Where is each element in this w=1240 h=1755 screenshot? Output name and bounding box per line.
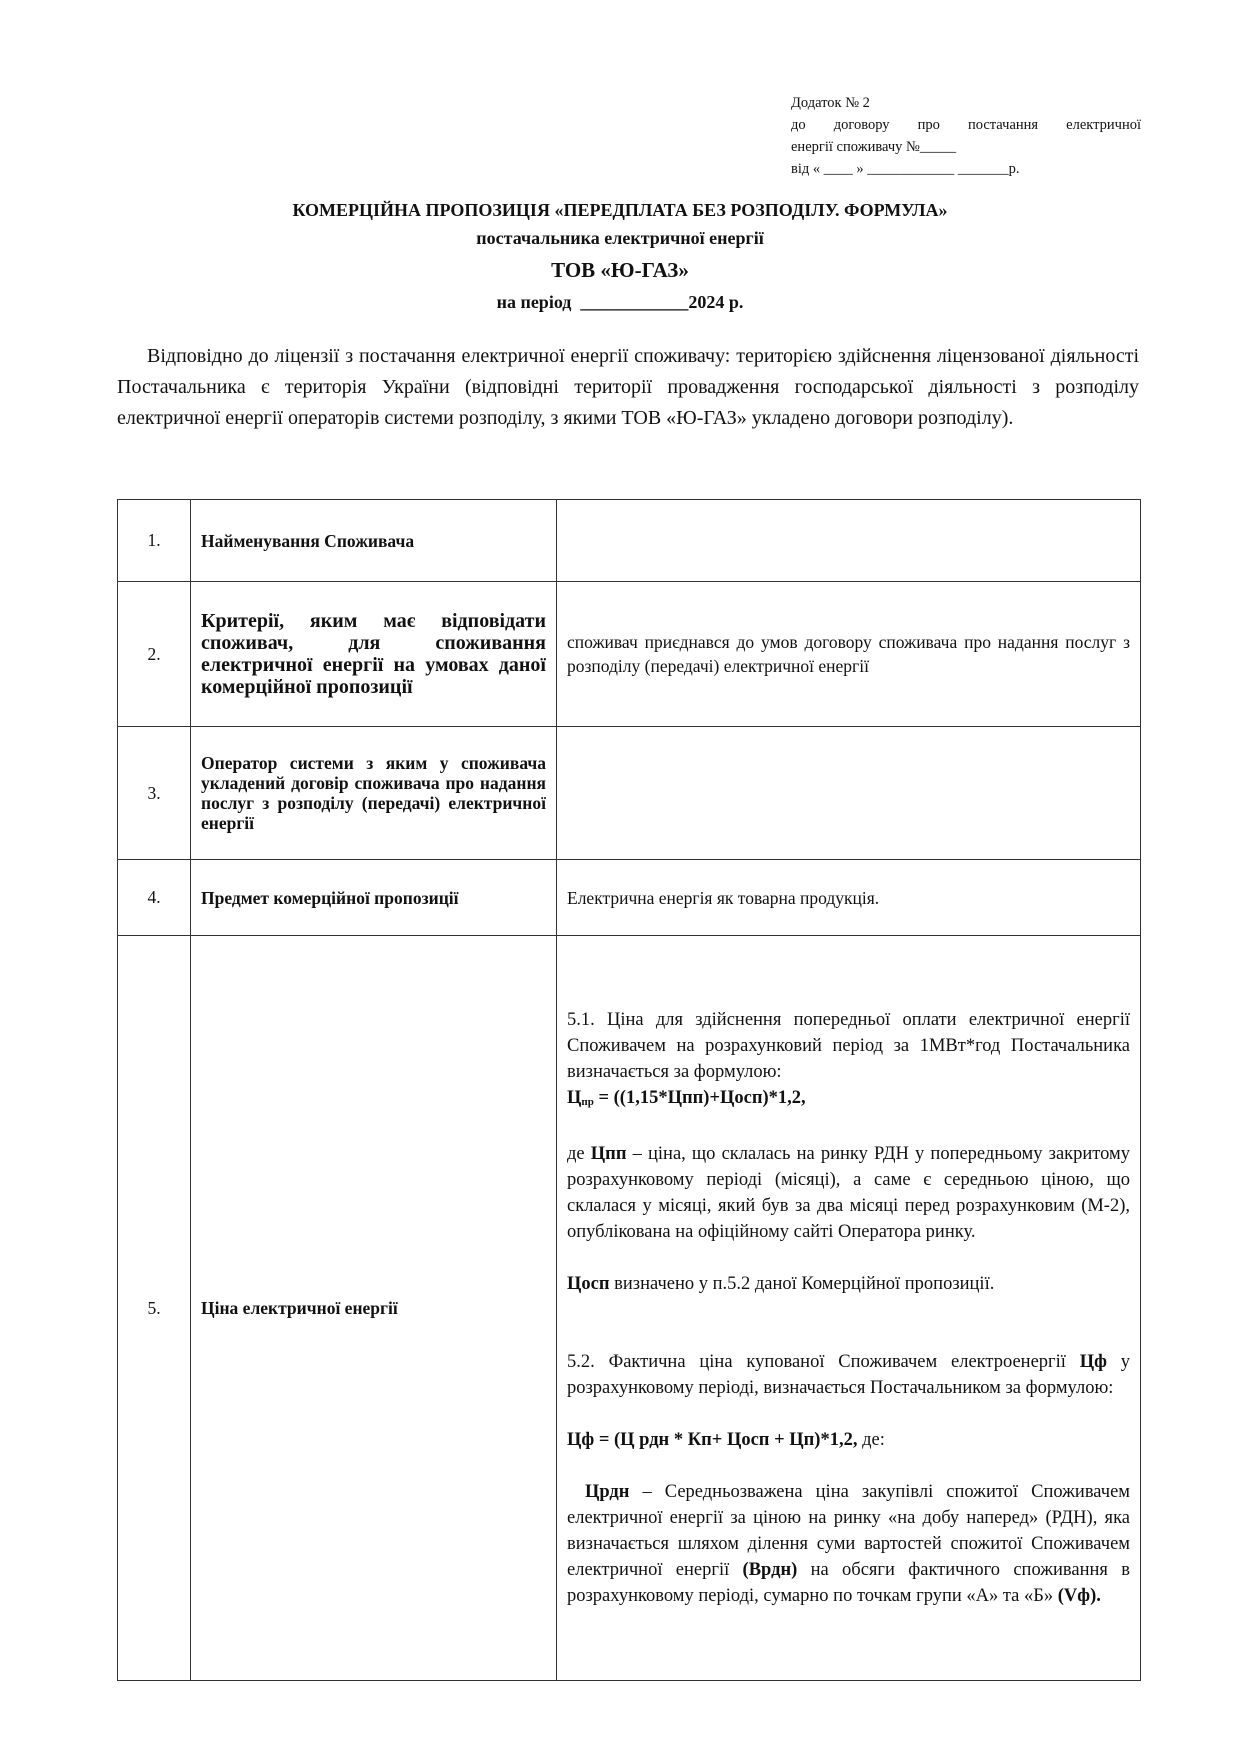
row-number: 5.	[118, 936, 191, 1681]
row-value	[557, 936, 1141, 1681]
formula-subscript: пр	[581, 1096, 594, 1108]
table-row-3	[118, 727, 1141, 860]
row-label: Критерії, яким має відповідати споживач, для споживання електричної енергії на умовах даної комерційної пропозиції	[191, 582, 557, 727]
row-number: 1.	[118, 500, 191, 582]
actual-price-formula: Цф = (Ц рдн * Кп+ Цосп + Цп)*1,2, де:	[567, 1430, 885, 1450]
annex-line-2: до договору про постачання електричної	[791, 117, 1141, 133]
price-prepay-paragraph: 5.1. Ціна для здійснення попередньої оплати електричної енергії Споживачем на розрахунковий період за 1МВт*год Постачальника визначається за формулою:	[567, 1010, 1130, 1082]
annex-block	[791, 92, 1141, 180]
cosp-reference: Цосп визначено у п.5.2 даної Комерційної пропозиції.	[567, 1274, 995, 1294]
row-label: Оператор системи з яким у споживача укладений договір споживача про надання послуг з розподілу (передачі) електричної енергії	[191, 727, 557, 860]
row-label: Найменування Споживача	[191, 500, 557, 582]
row-value: Електрична енергія як товарна продукція.	[557, 860, 1141, 936]
crdn-definition: Црдн – Середньозважена ціна закупівлі спожитої Споживачем електричної енергії за ціною на ринку «на добу наперед» (РДН), яка визначається шляхом ділення суми вартостей спожитої Споживачем електричної енергії (Врдн) на обсяги фактичного споживання в розрахунковому періоді, сумарно по точкам групи «А» та «Б» (Vф).	[567, 1482, 1130, 1606]
document-title: КОМЕРЦІЙНА ПРОПОЗИЦІЯ «ПЕРЕДПЛАТА БЕЗ РОЗПОДІЛУ. ФОРМУЛА»	[292, 200, 948, 220]
annex-line-4: від « ____ » ____________ _______р.	[791, 161, 1020, 177]
table-row-2	[118, 582, 1141, 727]
proposal-table	[117, 499, 1141, 1681]
intro-paragraph: Відповідно до ліцензії з постачання електричної енергії споживачу: територією здійснення ліцензованої діяльності Постачальника є територія України (відповідні території провадження господарської діяльності з розподілу електричної енергії операторів системи розподілу, з якими ТОВ «Ю-ГАЗ» укладено договори розподілу).	[117, 345, 1139, 429]
row-number: 2.	[118, 582, 191, 727]
company-name: ТОВ «Ю-ГАЗ»	[551, 258, 689, 282]
period-line: на період ____________2024 р.	[496, 292, 744, 312]
row-value-text: споживач приєднався до умов договору споживача про надання послуг з розподілу (передачі) електричної енергії	[567, 632, 1130, 676]
annex-line-3: енергії споживачу №_____	[791, 139, 957, 155]
row-value	[557, 727, 1141, 860]
table-row-5	[118, 936, 1141, 1681]
row-number: 3.	[118, 727, 191, 860]
row-value	[557, 582, 1141, 727]
row-label: Предмет комерційної пропозиції	[191, 860, 557, 936]
annex-line-1: Додаток № 2	[791, 95, 870, 111]
row-label: Ціна електричної енергії	[191, 936, 557, 1681]
prepay-formula	[567, 1085, 1130, 1115]
formula-body: = ((1,15*Цпп)+Цосп)*1,2,	[593, 1088, 806, 1108]
actual-price-paragraph: 5.2. Фактична ціна купованої Споживачем електроенергії Цф у розрахунковому періоді, визначається Постачальником за формулою:	[567, 1352, 1131, 1398]
row-number: 4.	[118, 860, 191, 936]
row-value	[557, 500, 1141, 582]
cpp-definition: де Цпп – ціна, що склалась на ринку РДН у попередньому закритому розрахунковому періоді (місяці), а саме є середньою ціною, що склалася у місяці, який був за два місяці перед розрахунковим (М-2), опублікована на офіційному сайті Оператора ринку.	[567, 1144, 1130, 1242]
table-row-1	[118, 500, 1141, 582]
formula-symbol: Ц	[567, 1088, 582, 1108]
table-row-4	[118, 860, 1141, 936]
document-subtitle: постачальника електричної енергії	[476, 228, 764, 248]
